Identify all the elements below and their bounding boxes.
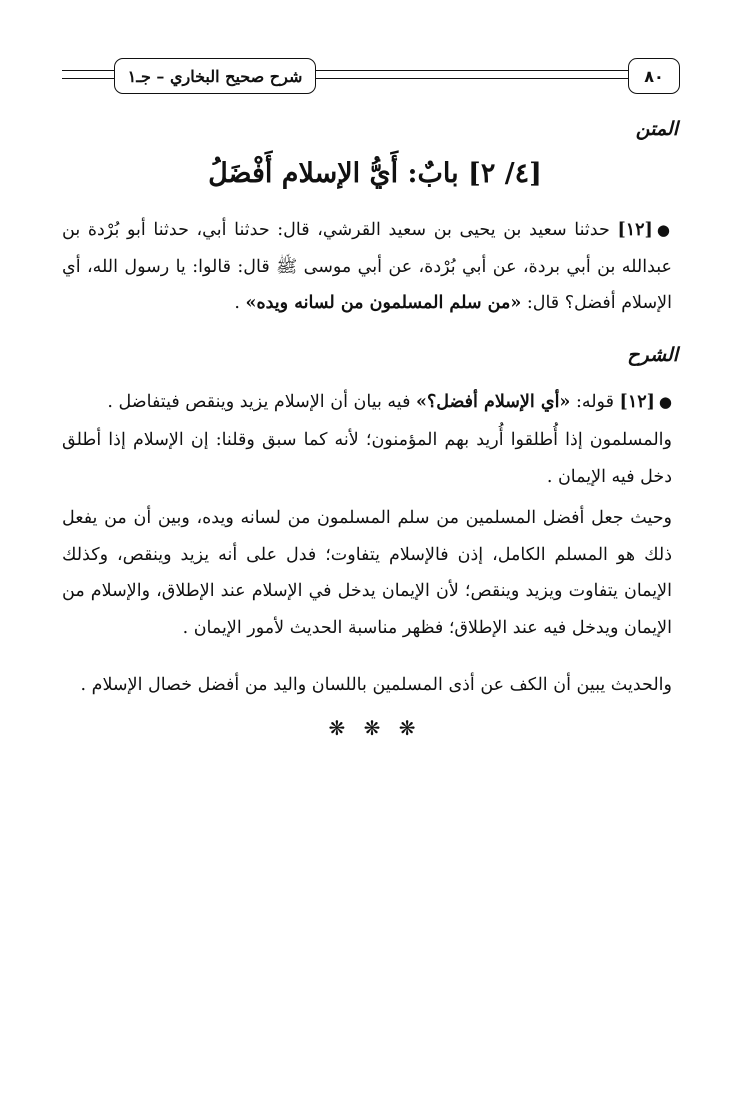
sharh-paragraph-4: والحديث يبين أن الكف عن أذى المسلمين باللسان واليد من أفضل خصال الإسلام . [80, 675, 672, 695]
book-title: شرح صحيح البخاري – جـ١ [114, 58, 316, 94]
hadith-quote: «من سلم المسلمون من لسانه ويده» [245, 293, 522, 313]
bullet-icon: ● [658, 393, 672, 411]
sharh-text: فيه بيان أن الإسلام يزيد وينقص فيتفاضل . [107, 392, 417, 412]
hadith-number: [١٢] [619, 392, 655, 412]
hadith-text: حدثنا سعيد بن يحيى بن سعيد القرشي، قال: حدثنا أبي، حدثنا أبو بُرْدة بن عبدالله بن أبي بردة، عن أبي بُرْدة، عن أبي موسى ﷺ قال: قالوا: يا رسول الله، أي الإسلام أفضل؟ قال: [62, 220, 672, 313]
matn-paragraph [62, 212, 672, 322]
sharh-quote: «أي الإسلام أفضل؟» [416, 392, 571, 412]
sharh-intro: قوله: [570, 392, 620, 412]
sharh-paragraph-1 [62, 384, 672, 421]
hadith-end: . [234, 293, 246, 313]
page-number: ٨٠ [628, 58, 680, 94]
sharh-paragraph-3: وحيث جعل أفضل المسلمين من سلم المسلمون من لسانه ويده، وبين أن من يفعل ذلك هو المسلم الكامل، إذن فالإسلام يتفاوت؛ فدل على أنه يزيد وينقص، وكذلك الإيمان يتفاوت ويزيد وينقص؛ لأن الإيمان يدخل في الإسلام عند الإطلاق، والإسلام من الإيمان ويدخل فيه عند الإطلاق؛ فظهر مناسبة الحديث لأمور الإيمان . [62, 508, 672, 638]
chapter-heading: [٤/ ٢] بابٌ: أَيُّ الإسلام أَفْضَلُ [208, 158, 542, 189]
sharh-label: الشرح [627, 344, 678, 366]
matn-label: المتن [635, 118, 678, 140]
hadith-number: [١٢] [617, 220, 653, 240]
bullet-icon: ● [656, 221, 672, 239]
page-header [62, 58, 680, 98]
sharh-paragraph-2: والمسلمون إذا أُطلقوا أُريد بهم المؤمنون؛ لأنه كما سبق وقلنا: إن الإسلام إذا أطلق دخل فيه الإيمان . [62, 430, 672, 487]
section-separator-stars: ❋ ❋ ❋ [328, 716, 422, 740]
